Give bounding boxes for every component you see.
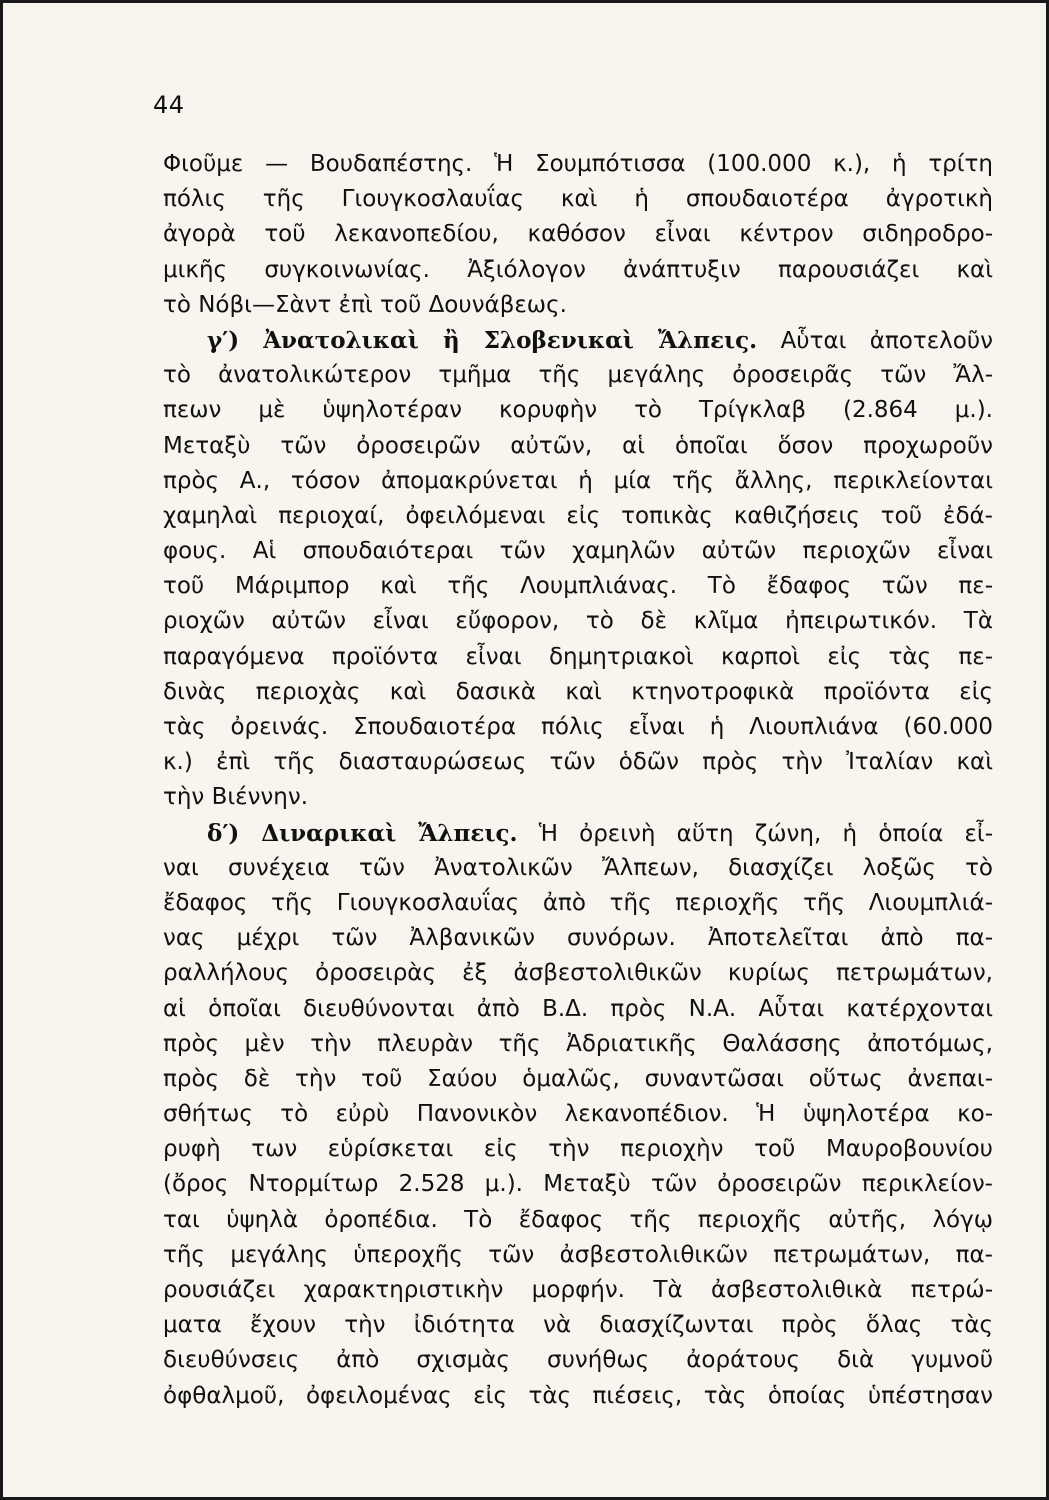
text-line: πεων μὲ ὑψηλοτέραν κορυφὴν τὸ Τρίγκλαβ (2.864 μ.).: [163, 397, 993, 424]
section-heading-line: [163, 323, 993, 358]
text-line: τοῦ Μάριμπορ καὶ τῆς Λουμπλιάνας. Τὸ ἔδαφος τῶν πε-: [163, 573, 993, 600]
text-line: ρουσιάζει χαρακτηριστικὴν μορφήν. Τὰ ἀσβεστολιθικὰ πετρώ-: [163, 1277, 993, 1303]
text-line: σθήτως τὸ εὐρὺ Πανονικὸν λεκανοπέδιον. Ἡ ὑψηλοτέρα κο-: [163, 1101, 993, 1128]
text-line: παραγόμενα προϊόντα εἶναι δημητριακοὶ καρποὶ εἰς τὰς πε-: [163, 643, 993, 670]
text-line: χαμηλαὶ περιοχαί, ὀφειλόμεναι εἰς τοπικὰς καθιζήσεις τοῦ ἐδά-: [163, 502, 993, 529]
text-line: ματα ἔχουν τὴν ἰδιότητα νὰ διασχίζωνται πρὸς ὅλας τὰς: [163, 1312, 993, 1339]
text-line: πρὸς δὲ τὴν τοῦ Σαύου ὁμαλῶς, συναντῶσαι οὕτως ἀνεπαι-: [163, 1065, 993, 1092]
text-line: φους. Αἱ σπουδαιότεραι τῶν χαμηλῶν αὐτῶν περιοχῶν εἶναι: [163, 538, 993, 565]
text-line: μικῆς συγκοινωνίας. Ἀξιόλογον ἀνάπτυξιν παρουσιάζει καὶ: [163, 256, 993, 283]
text-line: διευθύνσεις ἀπὸ σχισμὰς συνήθως ἀοράτους διὰ γυμνοῦ: [163, 1347, 993, 1374]
text-line: ὀφθαλμοῦ, ὀφειλομένας εἰς τὰς πιέσεις, τὰς ὁποίας ὑπέστησαν: [163, 1382, 993, 1409]
text-line: τὸ ἀνατολικώτερον τμῆμα τῆς μεγάλης ὀροσειρᾶς τῶν Ἄλ-: [163, 362, 993, 389]
page-number: 44: [153, 91, 185, 119]
section-heading-delta: δ′) Διναρικαὶ Ἄλπεις.: [207, 819, 518, 847]
text-line: ναι συνέχεια τῶν Ἀνατολικῶν Ἄλπεων, διασχίζει λοξῶς τὸ: [163, 854, 993, 881]
text-line: τὴν Βιέννην.: [163, 784, 309, 811]
text-line: ἔδαφος τῆς Γιουγκοσλαυΐας ἀπὸ τῆς περιοχῆς τῆς Λιουμπλιά-: [163, 889, 993, 916]
text-line: ραλλήλους ὀροσειρὰς ἐξ ἀσβεστολιθικῶν κυρίως πετρωμάτων,: [163, 960, 993, 987]
body-text: [163, 147, 993, 1414]
text-line: πόλις τῆς Γιουγκοσλαυΐας καὶ ἡ σπουδαιοτέρα ἀγροτικὴ: [163, 186, 993, 213]
text-line: ται ὑψηλὰ ὀροπέδια. Τὸ ἔδαφος τῆς περιοχῆς αὐτῆς, λόγῳ: [163, 1206, 993, 1233]
text-line: ἀγορὰ τοῦ λεκανοπεδίου, καθόσον εἶναι κέντρον σιδηροδρο-: [163, 221, 993, 248]
text-line: ριοχῶν αὐτῶν εἶναι εὔφορον, τὸ δὲ κλῖμα ἠπειρωτικόν. Τὰ: [163, 608, 993, 635]
text-line: κ.) ἐπὶ τῆς διασταυρώσεως τῶν ὁδῶν πρὸς τὴν Ἰταλίαν καὶ: [163, 749, 993, 776]
text-line: Φιοῦμε — Βουδαπέστης. Ἡ Σουμπότισσα (100.000 κ.), ἡ τρίτη: [163, 151, 993, 177]
text-line: πρὸς μὲν τὴν πλευρὰν τῆς Ἀδριατικῆς Θαλάσσης ἀποτόμως,: [163, 1030, 993, 1057]
text-line: ρυφὴ των εὑρίσκεται εἰς τὴν περιοχὴν τοῦ Μαυροβουνίου: [163, 1136, 993, 1163]
text-line: Μεταξὺ τῶν ὀροσειρῶν αὐτῶν, αἱ ὁποῖαι ὅσον προχωροῦν: [163, 432, 993, 459]
text-line: (ὄρος Ντορμίτωρ 2.528 μ.). Μεταξὺ τῶν ὀροσειρῶν περικλείον-: [163, 1171, 993, 1198]
text-line: δινὰς περιοχὰς καὶ δασικὰ καὶ κτηνοτροφικὰ προϊόντα εἰς: [163, 678, 993, 705]
text-line: τὰς ὀρεινάς. Σπουδαιοτέρα πόλις εἶναι ἡ Λιουπλιάνα (60.000: [163, 714, 993, 740]
section-heading-line: [163, 816, 993, 851]
text-line: αἱ ὁποῖαι διευθύνονται ἀπὸ Β.Δ. πρὸς Ν.Α. Αὗται κατέρχονται: [163, 995, 993, 1022]
text-line: πρὸς Α., τόσον ἀπομακρύνεται ἡ μία τῆς ἄλλης, περικλείονται: [163, 467, 993, 494]
section-heading-gamma: γ′) Ἀνατολικαὶ ἢ Σλοβενικαὶ Ἄλπεις.: [207, 326, 758, 354]
text-segment: Ἡ ὀρεινὴ αὕτη ζώνη, ἡ ὁποία εἶ-: [517, 820, 993, 847]
text-segment: Αὗται ἀποτελοῦν: [757, 327, 993, 354]
text-line: τῆς μεγάλης ὑπεροχῆς τῶν ἀσβεστολιθικῶν πετρωμάτων, πα-: [163, 1241, 993, 1268]
text-line: τὸ Νόβι—Σὰντ ἐπὶ τοῦ Δουνάβεως.: [163, 291, 567, 318]
text-line: νας μέχρι τῶν Ἀλβανικῶν συνόρων. Ἀποτελεῖται ἀπὸ πα-: [163, 925, 993, 952]
